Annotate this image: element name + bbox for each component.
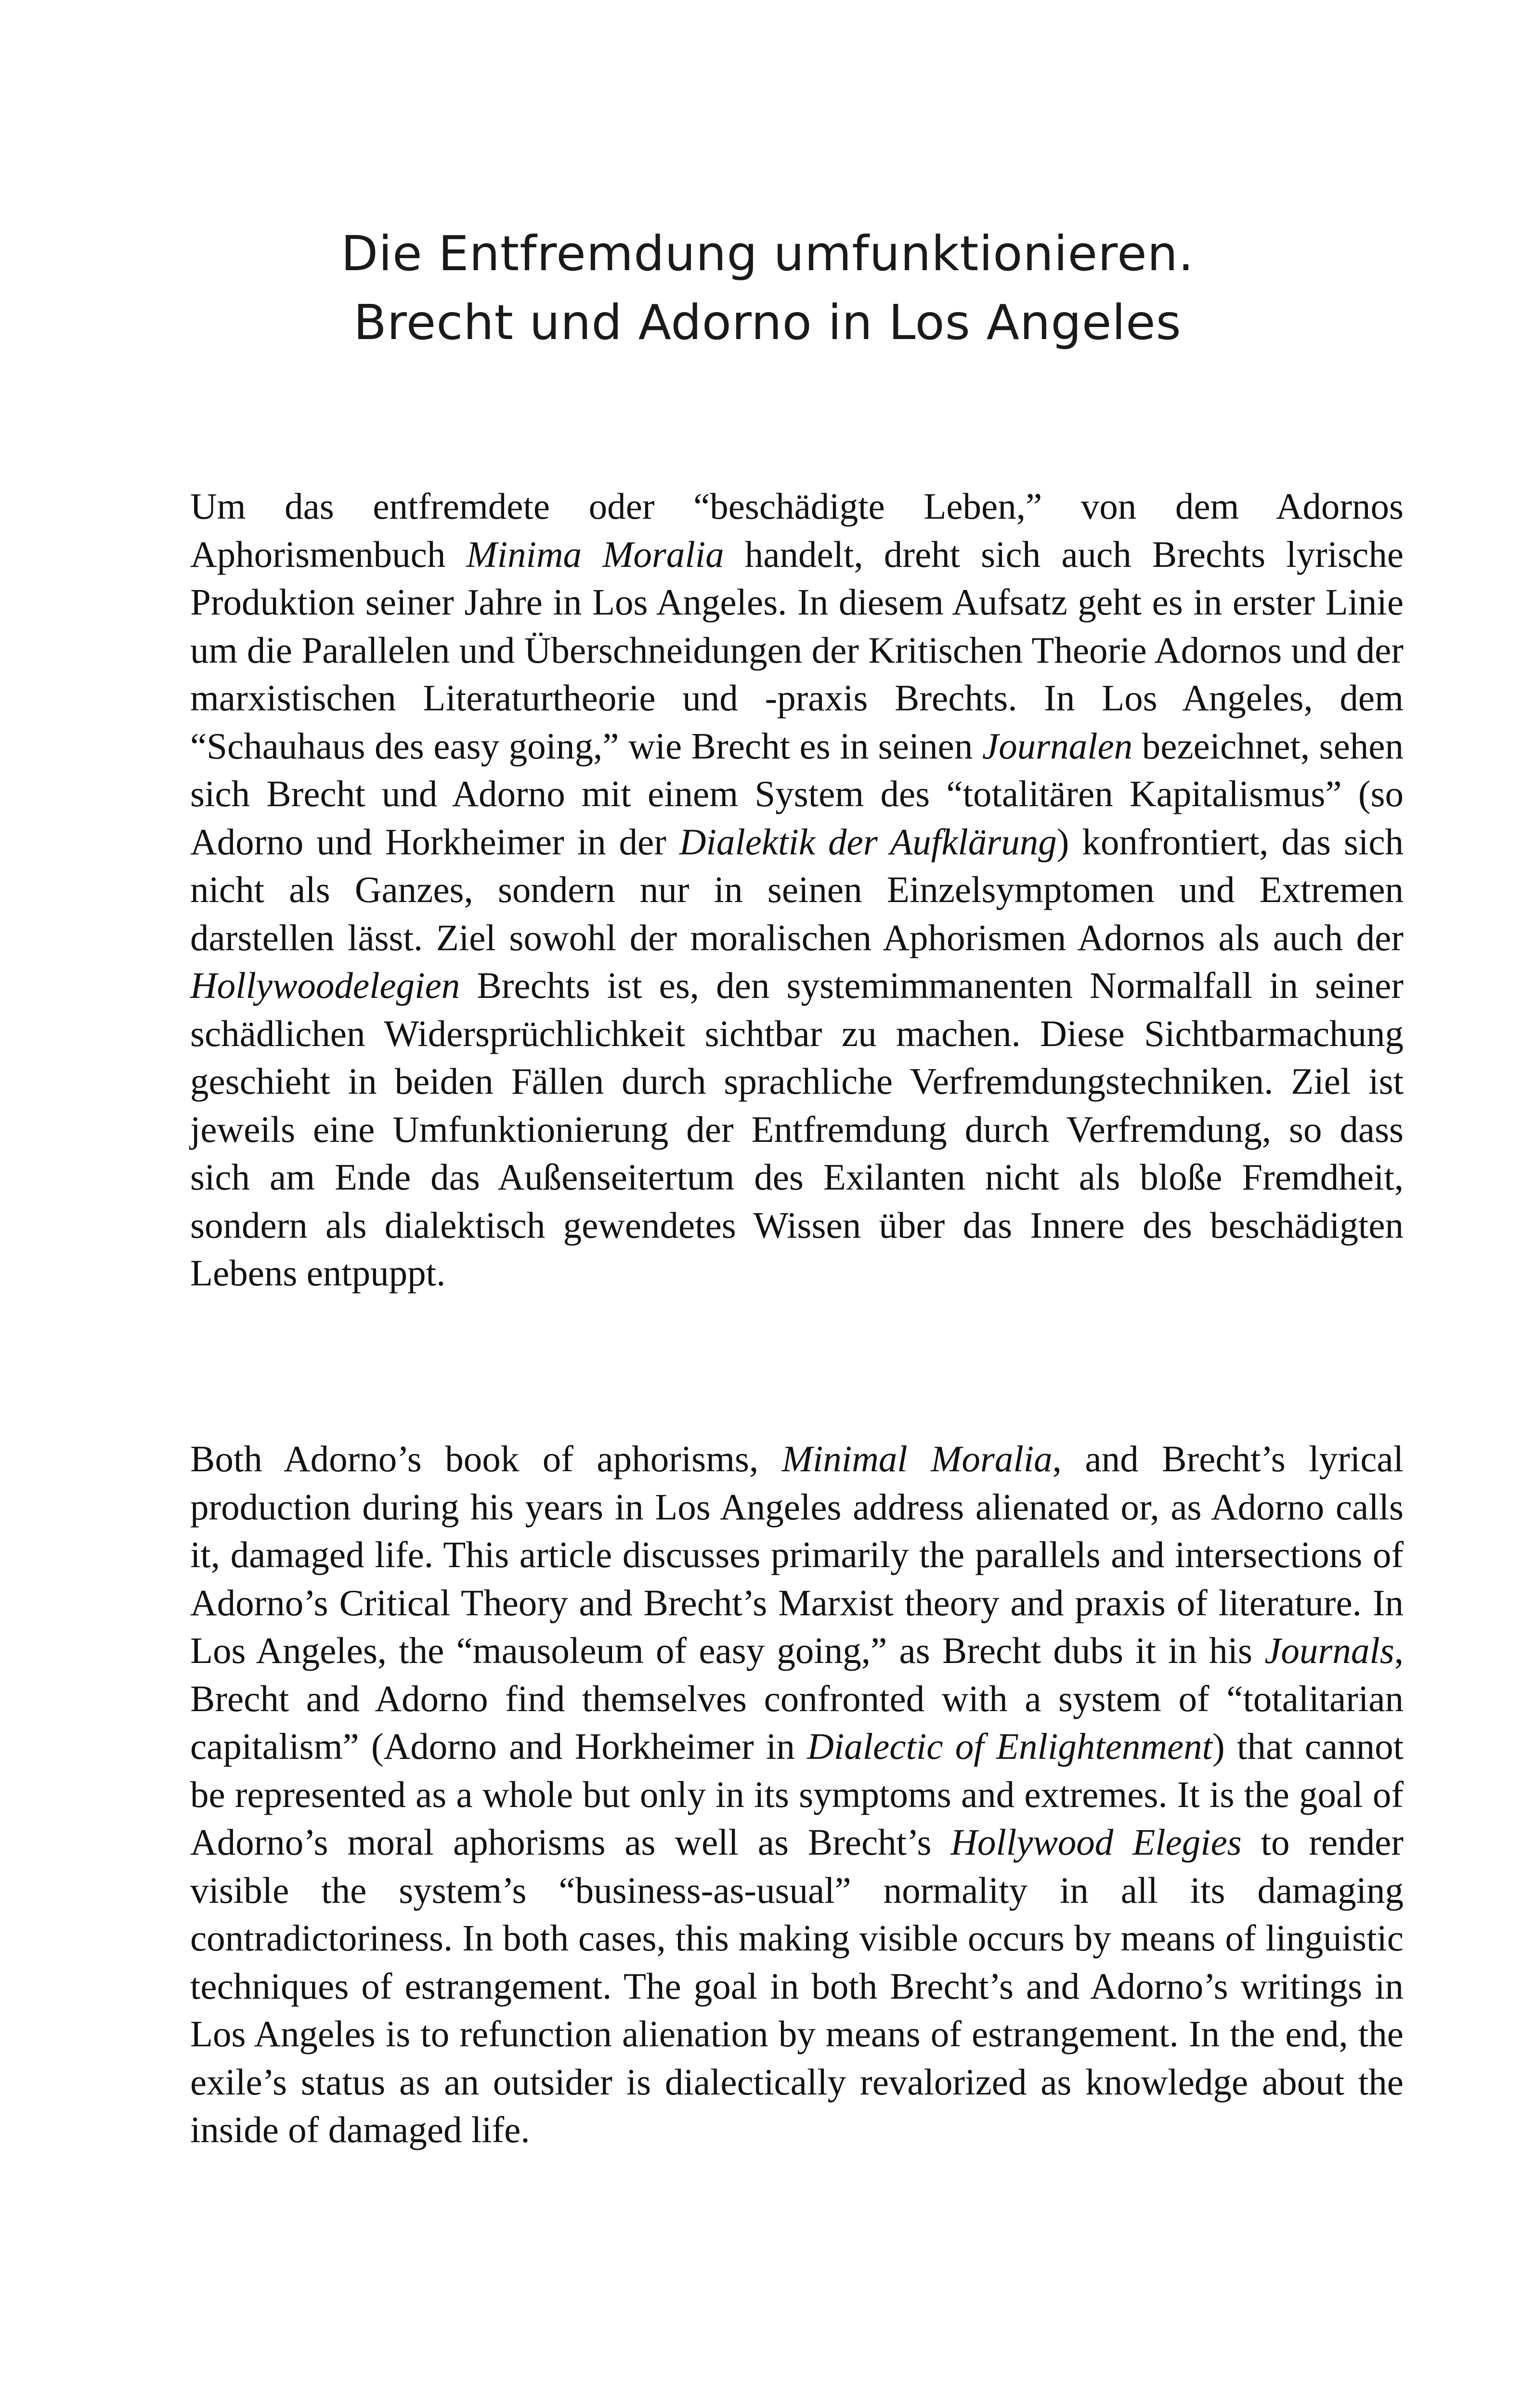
text-span: Both Adorno’s book of aphorisms, — [190, 1438, 782, 1479]
italic-title-minimal-moralia: Minimal Moralia — [781, 1438, 1053, 1479]
abstract-english — [190, 1435, 1404, 2154]
italic-title-hollywoodelegien: Hollywoodelegien — [190, 965, 460, 1006]
abstract-german — [190, 483, 1404, 1297]
title-line-1: Die Entfremdung umfunktionieren. — [341, 225, 1194, 282]
italic-title-journals: Journals — [1264, 1630, 1394, 1671]
text-span: ) konfrontiert, das sich nicht als Ganzes, sondern nur in seinen Einzelsymptomen und Extremen darstellen lässt. Ziel sowohl der moralischen Aphorismen Adornos als auch der — [190, 821, 1404, 958]
text-span: Um das entfremdete oder “beschädigte Leben,” von dem Adornos Aphorismenbuch — [190, 485, 1404, 575]
italic-title-journalen: Journalen — [982, 725, 1133, 767]
article-title — [0, 219, 1535, 357]
text-span: ) that cannot be represented as a whole but only in its symptoms and extremes. It is the goal of Adorno’s moral aphorisms as well as Brecht’s — [190, 1726, 1404, 1863]
italic-title-minima-moralia: Minima Moralia — [466, 533, 724, 575]
italic-title-dialektik: Dialektik der Aufklärung — [679, 821, 1057, 863]
abstract-german-paragraph — [190, 483, 1404, 1297]
text-span: bezeichnet, sehen sich Brecht und Adorno mit einem System des “totalitären Kapitalismus” (so Adorno und Horkheimer in der — [190, 725, 1404, 863]
title-line-2: Brecht und Adorno in Los Angeles — [353, 294, 1182, 351]
italic-title-dialectic: Dialectic of Enlightenment — [807, 1726, 1213, 1767]
text-span: to render visible the system’s “business-as-usual” normality in all its damaging contradictoriness. In both cases, this making visible occurs by means of linguistic techniques of estrangement. The goal in both Brecht’s and Adorno’s writings in Los Angeles is to refunction alienation by means of estrangement. In the end, the exile’s status as an outsider is dialectically revalorized as knowledge about the inside of damaged life. — [190, 1821, 1404, 2150]
abstract-english-paragraph — [190, 1435, 1404, 2154]
text-span: , Brecht and Adorno find themselves confronted with a system of “totalitarian capitalism” (Adorno and Horkheimer in — [190, 1630, 1404, 1767]
text-span: , and Brecht’s lyrical production during his years in Los Angeles address alienated or, as Adorno calls it, damaged life. This article discusses primarily the parallels and intersections of Adorno’s Critical Theory and Brecht’s Marxist theory and praxis of literature. In Los Angeles, the “mausoleum of easy going,” as Brecht dubs it in his — [190, 1438, 1404, 1671]
italic-title-hollywood-elegies: Hollywood Elegies — [950, 1821, 1242, 1863]
text-span: Brechts ist es, den systemimmanenten Normalfall in seiner schädlichen Widersprüchlichkeit sichtbar zu machen. Diese Sichtbarmachung geschieht in beiden Fällen durch sprachliche Verfremdungstechniken. Ziel ist jeweils eine Umfunktionierung der Entfremdung durch Verfremdung, so dass sich am Ende das Außenseitertum des Exilanten nicht als bloße Fremdheit, sondern als dialektisch gewendetes Wissen über das Innere des beschädigten Lebens entpuppt. — [190, 965, 1404, 1294]
text-span: handelt, dreht sich auch Brechts lyrische Produktion seiner Jahre in Los Angeles. In diesem Aufsatz geht es in erster Linie um die Parallelen und Überschneidungen der Kritischen Theorie Adornos und der marxistischen Literaturtheorie und -praxis Brechts. In Los Angeles, dem “Schauhaus des easy going,” wie Brecht es in seinen — [190, 533, 1404, 767]
